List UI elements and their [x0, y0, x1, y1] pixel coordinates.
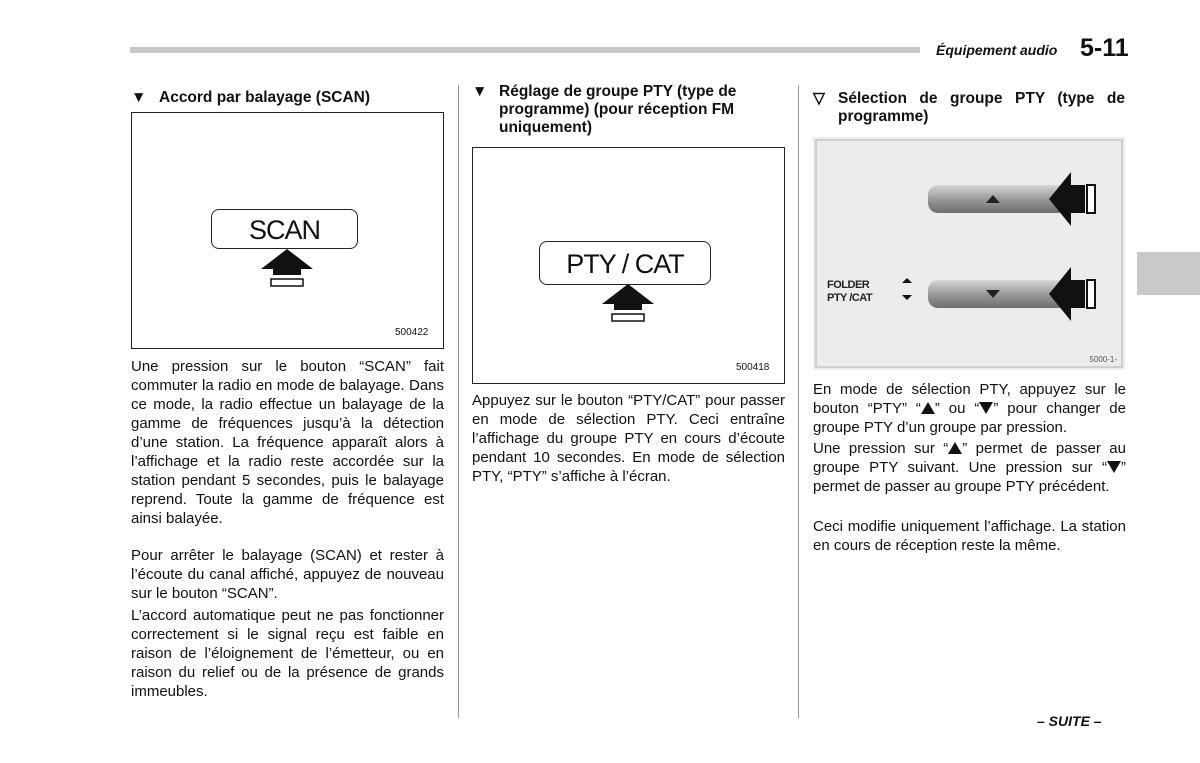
- section-marker-icon: ▼: [472, 83, 488, 100]
- scan-figure: [131, 112, 444, 349]
- pty-figure: [472, 147, 785, 384]
- heading-text: Sélection de groupe PTY (type de programme): [838, 90, 1125, 125]
- chapter-tab: [1137, 252, 1200, 295]
- folder-label: FOLDER: [827, 279, 870, 291]
- scan-paragraph-1: Une pression sur le bouton “SCAN” fait commuter la radio en mode de balayage. Dans ce mode, la radio effectue un balayage de la gamme de fréquences jusqu’à la détection d’une station. La fréquence apparaît alors à l’affichage et la radio reste accordée sur la station pendant 5 secondes, puis le balayage reprend. Toute la gamme de fréquence est ainsi balayée.: [131, 358, 444, 527]
- pty-selection-paragraph-3: Ceci modifie uniquement l’affichage. La station en cours de réception reste la même.: [813, 518, 1126, 554]
- scan-paragraph-3: L’accord automatique peut ne pas fonctionner correctement si le signal reçu est faible en raison de l’éloignement de l’émetteur, ou en raison du relief ou de la présence de grands immeubles.: [131, 607, 444, 700]
- header-rule: [130, 47, 920, 53]
- section-marker-icon: ▼: [131, 89, 147, 106]
- pty-cat-button-illustration: PTY / CAT: [539, 241, 711, 285]
- arrow-up-icon: [948, 442, 962, 454]
- section-title: Équipement audio: [936, 42, 1058, 58]
- figure-number: 500422: [395, 327, 429, 338]
- scan-paragraph-2: Pour arrêter le balayage (SCAN) et rester à l’écoute du canal affiché, appuyez de nouveau sur le bouton “SCAN”.: [131, 547, 444, 602]
- rocker-switch-illustration: [813, 137, 1125, 370]
- pty-selection-photo: [813, 137, 1125, 370]
- pty-selection-heading: [813, 90, 1125, 126]
- text-run: ” permet de passer au groupe PTY précédent.: [813, 459, 1126, 495]
- figure-number: 5000-1-: [1089, 355, 1117, 364]
- pty-paragraph-1: Appuyez sur le bouton “PTY/CAT” pour passer en mode de sélection PTY. Ceci entraîne l’affichage du groupe PTY en cours d’écoute pendant 10 secondes. En mode de sélection PTY, “PTY” s’affiche à l’écran.: [472, 392, 785, 485]
- continued-label: – SUITE –: [1037, 713, 1102, 729]
- figure-number: 500418: [736, 362, 770, 373]
- text-run: ” ou “: [934, 400, 980, 417]
- pty-heading: [472, 83, 784, 137]
- column-divider: [798, 85, 799, 718]
- subsection-marker-icon: ▽: [813, 90, 825, 107]
- heading-text: Réglage de groupe PTY (type de programme) (pour réception FM uniquement): [499, 83, 737, 136]
- page-number: 5-11: [1080, 34, 1129, 62]
- arrow-up-icon: [921, 402, 935, 414]
- scan-button-illustration: SCAN: [211, 209, 358, 249]
- press-arrow-icon: [259, 247, 315, 289]
- pty-cat-label: PTY /CAT: [827, 292, 873, 304]
- text-run: Une pression sur “: [813, 440, 949, 457]
- text-run: ” permet de passer au groupe PTY suivant. Une pression sur “: [813, 440, 1126, 476]
- text-run: En mode de sélection PTY, appuyez sur le bouton “PTY” “: [813, 381, 1126, 417]
- heading-text: Accord par balayage (SCAN): [159, 89, 371, 106]
- text-run: ” pour changer de groupe PTY d’un groupe par pression.: [813, 400, 1126, 436]
- scan-heading: [131, 89, 451, 107]
- press-arrow-icon: [600, 282, 656, 324]
- column-divider: [458, 85, 459, 718]
- pty-selection-paragraph-2: [813, 439, 1126, 496]
- arrow-down-icon: [1107, 461, 1121, 473]
- pty-selection-paragraph-1: [813, 380, 1126, 437]
- arrow-down-icon: [979, 402, 993, 414]
